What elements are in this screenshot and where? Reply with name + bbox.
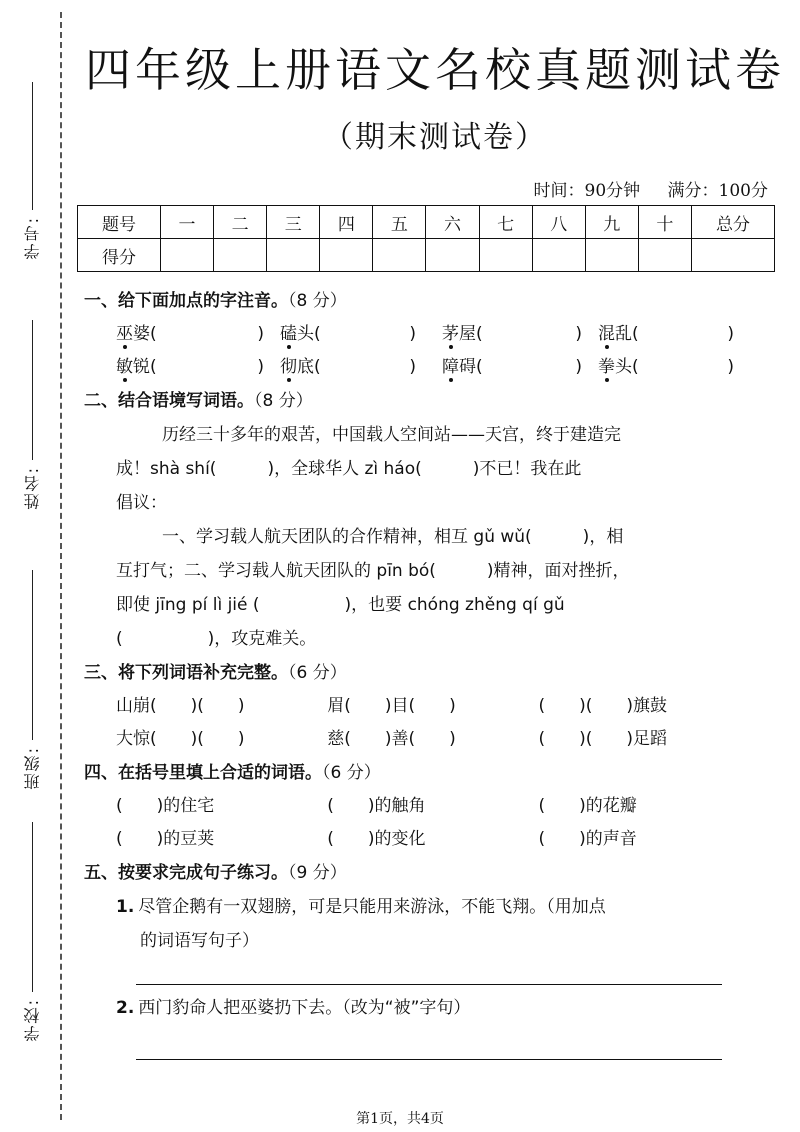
score-table-score-row: [78, 239, 775, 272]
score-input-cell[interactable]: [267, 239, 320, 272]
passage-line: 历经三十多年的艰苦，中国载人空间站——天宫，终于建造完: [162, 425, 621, 445]
score-header-cell: 六: [426, 206, 479, 239]
pinyin-word: 磕头(: [280, 318, 344, 351]
fill-item[interactable]: ( )的住宅: [116, 796, 215, 816]
class-label: 班级:: [22, 746, 42, 790]
answer-blank[interactable]: ): [727, 357, 734, 377]
binding-dashed-line: [60, 12, 62, 1120]
section-1-title: 一、给下面加点的字注音。: [84, 291, 288, 311]
emphasis-dot: [449, 378, 453, 382]
class-field[interactable]: [18, 570, 46, 789]
emphasis-dot: [287, 378, 291, 382]
fill-row-1: [84, 790, 734, 823]
score-header-cell: 九: [585, 206, 638, 239]
pinyin-word: 茅屋(: [442, 318, 506, 351]
idiom-row-1: [84, 690, 734, 723]
score-input-cell[interactable]: [532, 239, 585, 272]
school-line: [32, 822, 33, 992]
emphasis-dot: [449, 345, 453, 349]
section-3-title: 三、将下列词语补充完整。: [84, 663, 288, 683]
score-header-cell: 总分: [692, 206, 775, 239]
student-id-label: 学号:: [22, 216, 42, 260]
pinyin-word: 障碍(: [442, 351, 506, 384]
fill-item[interactable]: ( )的声音: [538, 829, 637, 849]
score-table: [77, 205, 775, 272]
score-header-cell: 三: [267, 206, 320, 239]
passage-line[interactable]: 即使 jīng pí lì jié ( )，也要 chóng zhěng qí gǔ: [116, 595, 565, 615]
section-1-points: （8 分）: [288, 291, 347, 311]
exam-content: [84, 284, 734, 1060]
pinyin-word: 敏锐(: [116, 351, 180, 384]
score-input-cell[interactable]: [161, 239, 214, 272]
score-input-cell[interactable]: [692, 239, 775, 272]
idiom-item[interactable]: 大惊( )( ): [116, 729, 245, 749]
pinyin-word: 巫婆(: [116, 318, 180, 351]
answer-line[interactable]: [136, 978, 722, 985]
pinyin-row-1: [84, 318, 734, 351]
idiom-item[interactable]: ( )( )旗鼓: [538, 696, 667, 716]
emphasis-dot: [287, 345, 291, 349]
idiom-item[interactable]: 慈( )善( ): [327, 729, 456, 749]
passage-line: 倡议：: [116, 493, 167, 513]
context-passage: [84, 418, 734, 656]
score-header-cell: 七: [479, 206, 532, 239]
emphasis-dot: [605, 378, 609, 382]
answer-blank[interactable]: ): [409, 324, 416, 344]
pinyin-word: 彻底(: [280, 351, 344, 384]
section-5-title: 五、按要求完成句子练习。: [84, 863, 288, 883]
name-field[interactable]: [18, 320, 46, 509]
section-5-points: （9 分）: [288, 863, 347, 883]
fill-item[interactable]: ( )的豆荚: [116, 829, 215, 849]
score-input-cell[interactable]: [373, 239, 426, 272]
answer-blank[interactable]: ): [257, 324, 264, 344]
score-header-cell: 四: [320, 206, 373, 239]
pinyin-row-2: [84, 351, 734, 384]
score-table-header-row: [78, 206, 775, 239]
question-number: 2.: [116, 998, 135, 1018]
name-line: [32, 320, 33, 460]
score-header-cell: 五: [373, 206, 426, 239]
passage-line[interactable]: ( )，攻克难关。: [116, 629, 317, 649]
section-2-heading: [84, 384, 734, 418]
section-2-title: 二、结合语境写词语。: [84, 391, 254, 411]
passage-line[interactable]: 成！shà shí( )，全球华人 zì háo( )不已！我在此: [116, 459, 582, 479]
page-title: 四年级上册语文名校真题测试卷: [85, 43, 785, 97]
score-input-cell[interactable]: [479, 239, 532, 272]
fill-item[interactable]: ( )的变化: [327, 829, 426, 849]
exam-time: 时间：90分钟: [533, 181, 641, 201]
section-2-points: （8 分）: [254, 391, 313, 411]
score-row-label: 得分: [78, 239, 161, 272]
score-header-cell: 二: [214, 206, 267, 239]
idiom-item[interactable]: 眉( )目( ): [327, 696, 456, 716]
fill-item[interactable]: ( )的触角: [327, 796, 426, 816]
fill-row-2: [84, 823, 734, 856]
passage-line[interactable]: 一、学习载人航天团队的合作精神，相互 gǔ wǔ( )，相: [162, 527, 624, 547]
answer-blank[interactable]: ): [409, 357, 416, 377]
school-field[interactable]: [18, 822, 46, 1041]
page-subtitle: （期末测试卷）: [323, 120, 547, 155]
sentence-question-2: [84, 991, 734, 1025]
answer-blank[interactable]: ): [575, 324, 582, 344]
sentence-question-1: [84, 890, 734, 924]
exam-meta: [512, 176, 769, 201]
score-header-cell: 八: [532, 206, 585, 239]
section-3-heading: [84, 656, 734, 690]
score-input-cell[interactable]: [426, 239, 479, 272]
school-label: 学校:: [22, 998, 42, 1042]
score-header-cell: 十: [638, 206, 691, 239]
score-input-cell[interactable]: [638, 239, 691, 272]
score-input-cell[interactable]: [585, 239, 638, 272]
question-number: 1.: [116, 897, 135, 917]
section-5-heading: [84, 856, 734, 890]
answer-blank[interactable]: ): [575, 357, 582, 377]
pinyin-word: 混乱(: [598, 318, 662, 351]
class-line: [32, 570, 33, 740]
score-input-cell[interactable]: [214, 239, 267, 272]
section-3-points: （6 分）: [288, 663, 347, 683]
passage-line[interactable]: 互打气；二、学习载人航天团队的 pīn bó( )精神，面对挫折，: [116, 561, 630, 581]
question-text: 尽管企鹅有一双翅膀，可是只能用来游泳，不能飞翔。（用加点: [138, 897, 606, 917]
pinyin-word: 拳头(: [598, 351, 662, 384]
sentence-question-1-cont: 的词语写句子）: [140, 931, 259, 951]
emphasis-dot: [123, 345, 127, 349]
question-text: 西门豹命人把巫婆扔下去。（改为“被”字句）: [138, 998, 471, 1018]
page-footer: 第1页，共4页: [356, 1111, 444, 1127]
name-label: 姓名:: [22, 466, 42, 510]
score-header-cell: 题号: [78, 206, 161, 239]
emphasis-dot: [123, 378, 127, 382]
section-4-title: 四、在括号里填上合适的词语。: [84, 763, 322, 783]
student-id-field[interactable]: [18, 82, 46, 259]
idiom-item[interactable]: 山崩( )( ): [116, 696, 245, 716]
score-header-cell: 一: [161, 206, 214, 239]
section-1-heading: [84, 284, 734, 318]
exam-full-score: 满分：100分: [667, 181, 768, 201]
emphasis-dot: [605, 345, 609, 349]
answer-line[interactable]: [136, 1053, 722, 1060]
section-4-points: （6 分）: [322, 763, 381, 783]
idiom-item[interactable]: ( )( )足蹈: [538, 729, 667, 749]
score-input-cell[interactable]: [320, 239, 373, 272]
idiom-row-2: [84, 723, 734, 756]
answer-blank[interactable]: ): [257, 357, 264, 377]
fill-item[interactable]: ( )的花瓣: [538, 796, 637, 816]
answer-blank[interactable]: ): [727, 324, 734, 344]
section-4-heading: [84, 756, 734, 790]
student-id-line: [32, 82, 33, 210]
